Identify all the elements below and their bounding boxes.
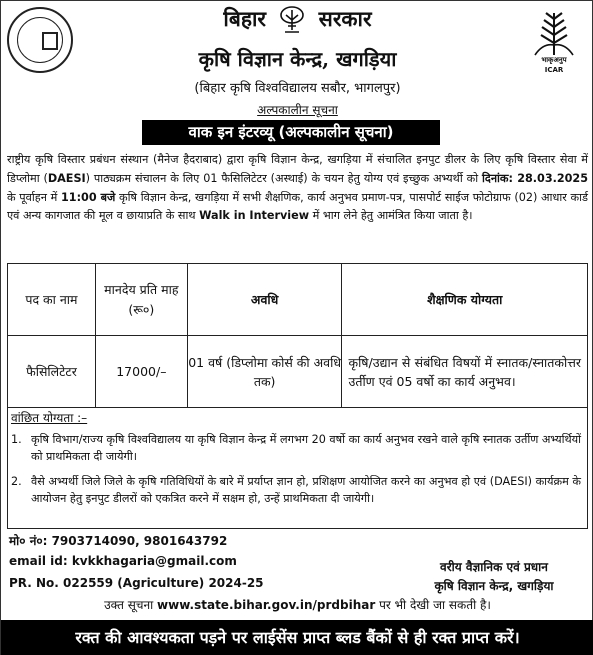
pr-number: PR. No. 022559 (Agriculture) 2024-25 [9, 576, 264, 590]
cell-qualification: कृषि/उद्यान से संबंधित विषयों में स्नातक/स्नातकोत्तर उर्तीण एवं 05 वर्षो का कार्य अनुभव। [342, 336, 588, 408]
list-item-number: 1. [11, 433, 22, 446]
intro-text-3: के पूर्वाहन में [7, 190, 62, 204]
intro-text-1: राष्ट्रीय कृषि विस्तार प्रबंधन संस्थान (मैनेज हैदराबाद) द्वारा कृषि विज्ञान केन्द्र, खगड़िया में संचालित इनपुट डीलर के लिए कृषि विस्तार सेवा में डिप्लोमा ( [7, 153, 588, 185]
footer-note-text-1: उक्त सूचना [104, 598, 158, 612]
footer-note [1, 596, 593, 613]
list-item [11, 431, 581, 471]
cell-post: फैसिलिटेटर [8, 336, 96, 408]
cell-honorarium: 17000/– [95, 336, 187, 408]
table-header-row [8, 264, 588, 336]
contact-mobile: मो० नं०: 7903714090, 9801643792 [9, 534, 228, 548]
blood-bank-banner: रक्त की आवश्यकता पड़ने पर लाईसेंस प्राप्त ब्लड बैंकों से ही रक्त प्राप्त करें। [1, 620, 593, 655]
government-title [1, 5, 593, 34]
footer-note-url[interactable]: www.state.bihar.gov.in/prdbihar [157, 598, 376, 612]
intro-paragraph [7, 151, 588, 226]
intro-text-2: ) पाठ्यक्रम संचालन के लिए 01 फैसिलिटेटर (अस्थाई) के चयन हेतु योग्य एवं इच्छुक अभ्यर्थी को [85, 171, 482, 185]
icar-english-label: ICAR [544, 66, 564, 74]
list-item-number: 2. [11, 475, 22, 488]
table-header-honorarium: मानदेय प्रति माह (रू०) [95, 264, 187, 336]
table-header-post: पद का नाम [8, 264, 96, 336]
table-header-qualification: शैक्षणिक योग्यता [342, 264, 588, 336]
footer-note-text-2: पर भी देखी जा सकती है। [375, 598, 491, 612]
kvk-title: कृषि विज्ञान केन्द्र, खगड़िया [198, 47, 397, 71]
intro-text-5: में भाग लेने हेतु आमंत्रित किया जाता है। [309, 209, 473, 223]
contact-email: email id: kvkkhagaria@gmail.com [9, 554, 237, 568]
cell-period: 01 वर्ष (डिप्लोमा कोर्स की अवधि तक) [187, 336, 342, 408]
kvk-subtitle: (बिहार कृषि विश्वविद्यालय सबौर, भागलपुर) [194, 81, 401, 96]
intro-text-4: कृषि विज्ञान केन्द्र, खगड़िया में सभी शैक्षणिक, कार्य अनुभव प्रमाण-पत्र, पासपोर्ट साईज फोटोग्राफ (02) आधार कार्ड एवं अन्य कागजात की मूल व छायाप्रति के साथ [7, 190, 589, 223]
table-header-period: अवधि [187, 264, 342, 336]
bodhi-tree-emblem-icon [279, 6, 305, 34]
desired-qualification-heading: वांछित योग्यता :– [11, 411, 88, 425]
intro-date: दिनांक: 28.03.2025 [481, 171, 588, 185]
list-item-text: कृषि विभाग/राज्य कृषि विश्वविद्यालय या कृषि विज्ञान केन्द्र में लगभग 20 वर्षो का कार्य अनुभव रखने वाले कृषि स्नातक उर्तीण अभ्यर्थियों को प्राथमिकता दी जायेगी। [31, 433, 581, 463]
intro-daesi: DAESI [47, 171, 86, 185]
short-notice-heading: अल्पकालीन सूचना [257, 103, 338, 117]
signatory-office: कृषि विज्ञान केन्द्र, खगड़िया [434, 579, 554, 593]
table-row [8, 336, 588, 408]
signatory-designation: वरीय वैज्ञानिक एवं प्रधान [440, 560, 548, 574]
list-item [11, 473, 581, 527]
post-details-table [7, 263, 588, 408]
list-item-text: वैसे अभ्यर्थी जिले जिले के कृषि गतिविधियों के बारे में प्रर्याप्त ज्ञान हो, प्रशिक्षण आयोजित करने का अनुभव हो एवं (DAESI) कार्यक्रम के आयोजन हेतु इनपुट डीलरों को एकत्रित करने में सक्षम हो, उन्हें प्राथमिकता दी जायेगी। [31, 475, 581, 505]
government-title-right: सरकार [318, 7, 372, 31]
icar-hindi-label: भाकृअनुप [541, 56, 567, 64]
intro-time: 11:00 बजे [61, 190, 116, 204]
intro-walk-in: Walk in Interview [199, 209, 310, 223]
walk-in-interview-banner: वाक इन इंटरव्यू (अल्पकालीन सूचना) [142, 120, 440, 145]
government-title-left: बिहार [223, 7, 267, 31]
